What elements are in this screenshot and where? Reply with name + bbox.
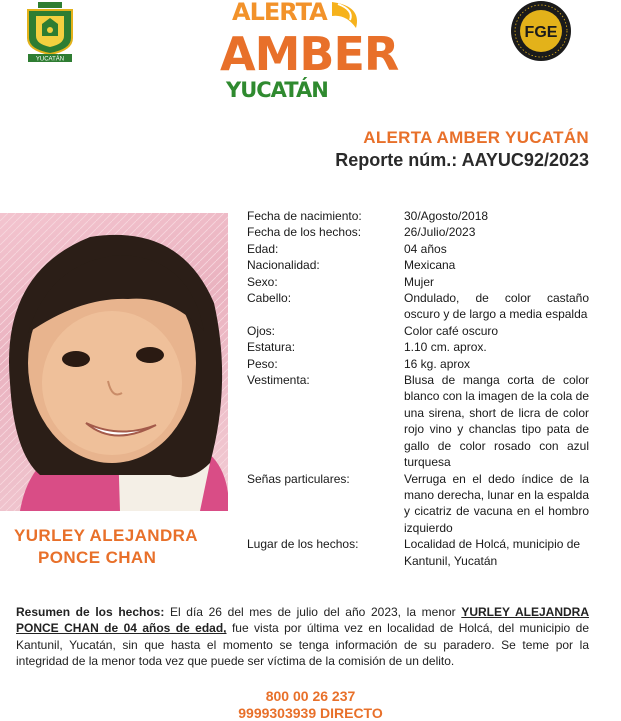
amber-logo-line3: YUCATÁN <box>226 78 328 102</box>
child-name-line1: YURLEY ALEJANDRA <box>14 526 198 545</box>
fact-value: 04 años <box>404 241 447 256</box>
fact-label: Lugar de los hechos: <box>247 537 359 552</box>
contact-phone-direct[interactable]: 9999303939 DIRECTO <box>238 705 383 721</box>
summary-paragraph <box>16 604 589 670</box>
alerta-amber-logo <box>220 0 399 102</box>
report-label: Reporte núm.: <box>335 150 458 170</box>
fact-value: 16 kg. aprox <box>404 356 471 371</box>
fact-value: 26/Julio/2023 <box>404 225 476 240</box>
alert-title: ALERTA AMBER YUCATÁN <box>363 128 589 147</box>
amber-logo-line2: AMBER <box>220 27 399 81</box>
fact-label: Sexo: <box>247 274 278 289</box>
fact-row-marks <box>247 471 589 537</box>
fact-value: 1.10 cm. aprox. <box>404 340 487 355</box>
fact-label: Señas particulares: <box>247 471 350 486</box>
summary-text-a: El día 26 del mes de julio del año 2023, la menor <box>164 605 462 619</box>
fact-label: Fecha de nacimiento: <box>247 209 362 223</box>
fact-label: Vestimenta: <box>247 373 310 388</box>
fact-label: Ojos: <box>247 323 276 338</box>
fact-value: Blusa de manga corta de color blanco con la imagen de la cola de una sirena, short de licra de color rojo vino y chanclas tipo pata de gallo de color rosado con azul turquesa <box>404 373 589 470</box>
fact-row-event-date <box>247 224 589 240</box>
fge-seal-logo <box>508 0 574 62</box>
fact-row-sex <box>247 274 589 290</box>
summary-highlight: YURLEY ALEJANDRA PONCE CHAN de 04 años de edad, <box>16 605 589 636</box>
fact-value: Color café oscuro <box>404 323 499 338</box>
child-name-line2: PONCE CHAN <box>38 548 157 567</box>
fact-label: Peso: <box>247 356 278 371</box>
fact-row-birthdate <box>247 208 589 224</box>
fact-value: Ondulado, de color castaño oscuro y de largo a media espalda <box>404 291 589 322</box>
child-photo <box>0 213 228 511</box>
report-number-line <box>335 150 589 171</box>
fact-row-weight <box>247 356 589 372</box>
summary-text-b: fue vista por última vez en localidad de Holcá, del municipio de Kantunil, Yucatán, sin que hasta el momento se tenga información de su paradero. Se teme por la integridad de la menor toda vez que puede ser víctima de la comisión de un delito. <box>16 621 589 669</box>
fact-value: 30/Agosto/2018 <box>404 209 489 223</box>
amber-logo-line1: ALERTA <box>232 0 327 26</box>
fact-row-hair <box>247 290 589 323</box>
fact-row-age <box>247 241 589 257</box>
shield-caption: YUCATÁN <box>35 56 65 63</box>
contact-phone-tollfree[interactable]: 800 00 26 237 <box>265 688 356 704</box>
fact-label: Estatura: <box>247 340 296 355</box>
fact-value: Localidad de Holcá, municipio de Kantunil, Yucatán <box>404 537 581 568</box>
fact-label: Cabello: <box>247 291 292 306</box>
summary-label: Resumen de los hechos: <box>16 605 165 619</box>
fact-label: Nacionalidad: <box>247 258 320 273</box>
yucatan-shield-logo <box>24 2 76 62</box>
details-table <box>247 208 589 569</box>
fact-row-clothing <box>247 372 589 470</box>
fact-row-nationality <box>247 257 589 273</box>
fact-label: Fecha de los hechos: <box>247 225 362 240</box>
fact-row-eyes <box>247 323 589 339</box>
fge-seal-text: FGE <box>524 24 558 41</box>
fact-value: Mujer <box>404 274 435 289</box>
fact-value: Mexicana <box>404 258 456 273</box>
report-number: AAYUC92/2023 <box>461 150 589 170</box>
fact-label: Edad: <box>247 241 279 256</box>
fact-row-height <box>247 339 589 355</box>
fact-value: Verruga en el dedo índice de la mano derecha, lunar en la espalda y cicatriz de vacuna en el hombro izquierdo <box>404 471 589 535</box>
fact-row-location <box>247 536 589 569</box>
